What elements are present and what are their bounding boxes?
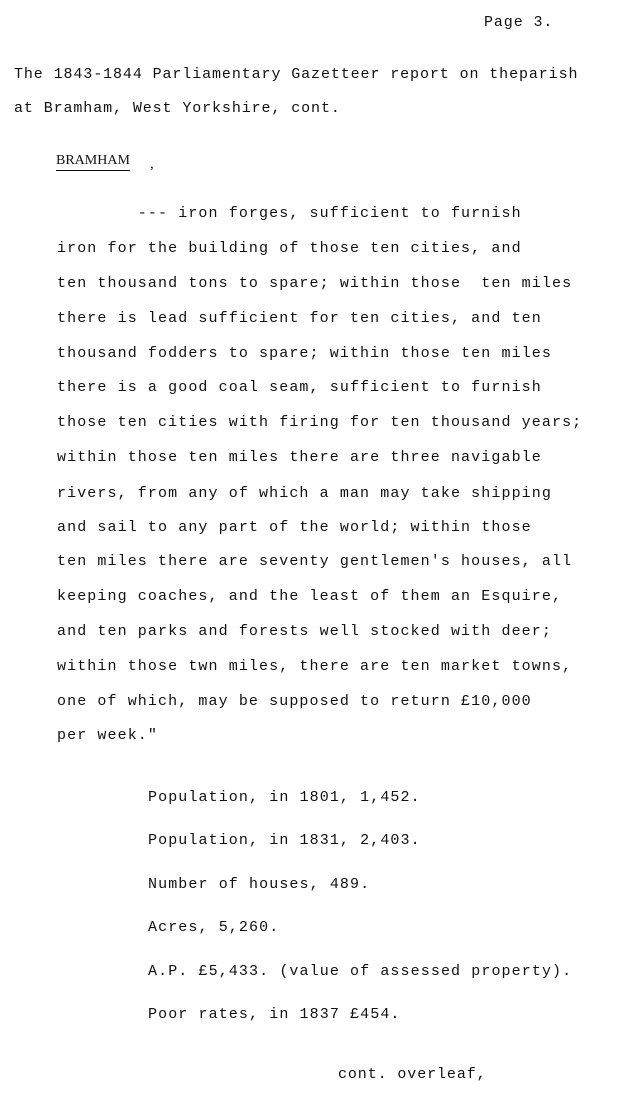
quote-line: keeping coaches, and the least of them an Esquire, [57,588,563,605]
quote-line: there is lead sufficient for ten cities, and ten [57,310,542,327]
title-line-1: The 1843-1844 Parliamentary Gazetteer report on theparish [14,66,579,83]
quote-line: ten thousand tons to spare; within those ten miles [57,275,573,292]
quote-line: within those twn miles, there are ten market towns, [57,658,573,675]
quote-line: there is a good coal seam, sufficient to furnish [57,379,542,396]
quote-line: iron for the building of those ten cities, and [57,240,522,257]
stat-assessed-property: A.P. £5,433. (value of assessed property). [148,963,573,980]
quote-line: --- iron forges, sufficient to furnish [57,205,522,222]
section-heading: BRAMHAM [56,153,130,171]
quote-line: per week." [57,727,159,744]
stat-number-of-houses: Number of houses, 489. [148,876,371,893]
section-heading-suffix: , [150,156,155,172]
quote-line: ten miles there are seventy gentlemen's houses, all [57,553,573,570]
quote-line: rivers, from any of which a man may take shipping [57,485,552,502]
quote-line: one of which, may be supposed to return £10,000 [57,693,532,710]
stat-population-1801: Population, in 1801, 1,452. [148,789,421,806]
stat-acres: Acres, 5,260. [148,919,280,936]
page-number: Page 3. [484,14,554,31]
quote-line: and sail to any part of the world; within those [57,519,532,536]
quote-line: within those ten miles there are three navigable [57,449,542,466]
stat-poor-rates: Poor rates, in 1837 £454. [148,1006,401,1023]
stat-population-1831: Population, in 1831, 2,403. [148,832,421,849]
continuation-note: cont. overleaf, [338,1066,487,1083]
quote-line: and ten parks and forests well stocked with deer; [57,623,552,640]
quote-line: those ten cities with firing for ten thousand years; [57,414,583,431]
title-line-2: at Bramham, West Yorkshire, cont. [14,100,341,117]
quote-line: thousand fodders to spare; within those ten miles [57,345,552,362]
